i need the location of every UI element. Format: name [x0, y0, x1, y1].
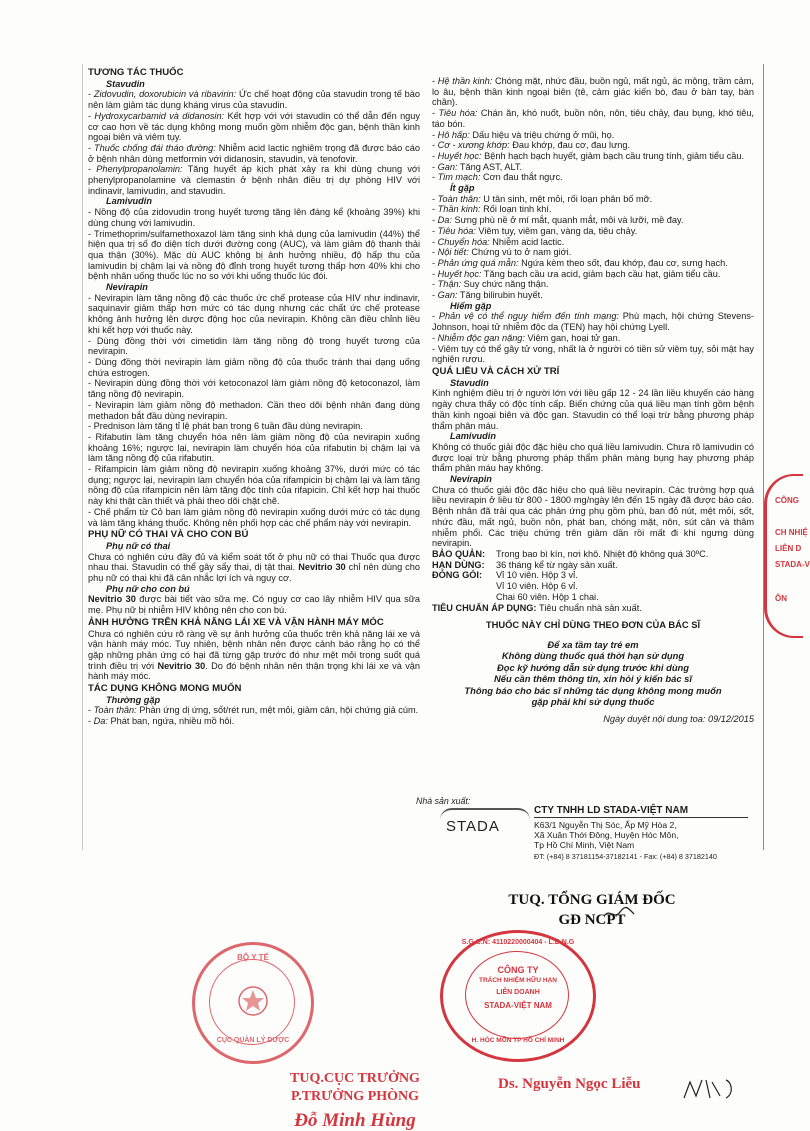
bullet-dash: -: [432, 129, 438, 140]
standard-label: TIÊU CHUẨN ÁP DỤNG:: [432, 603, 540, 614]
item-text: Tăng bạch cầu ưa acid, giảm bạch cầu hạt, giảm tiểu cầu.: [481, 268, 721, 279]
stamp-line: TRÁCH NHIỆM HỮU HẠN: [479, 977, 557, 984]
list-item: [432, 172, 754, 183]
packaging-value: Chai 60 viên. Hộp 1 chai.: [496, 591, 599, 602]
list-item: [432, 151, 754, 162]
shelf-life-label: HẠN DÙNG:: [432, 559, 485, 570]
bullet-dash: -: [88, 421, 94, 432]
item-label: Tim mạch:: [437, 172, 481, 183]
subheading-rare: Hiếm gặp: [450, 300, 492, 311]
list-item: [88, 357, 420, 378]
bullet-dash: -: [88, 431, 96, 442]
item-text: Viêm gan, hoại tử gan.: [524, 332, 621, 343]
pregnancy-text-2: chỉ nên dùng cho phụ nữ có thai khi đã cân nhắc lợi ích và nguy cơ.: [88, 562, 420, 584]
item-text: Nevirapin làm tăng nồng độ các thuốc ức chế protease của HIV như indinavir, saquinavir giảm thấp hơn mức có tác dụng nhưng các chất ức chế protease không ảnh hưởng lên dược động học của nevirapin. Không cần điều chỉnh liều khi kết hợp với thuốc này.: [88, 292, 420, 335]
item-text: Tăng huyết áp kịch phát xảy ra khi dùng chung với phenylpropanolamine và clemastin ở bệnh nhân điều trị dự phòng HIV với indinavir, lamivudin, and stavudin.: [88, 164, 420, 196]
overdose-lamivudin: Không có thuốc giải độc đặc hiệu cho quá liều lamivudin. Chưa rõ lamivudin có được loại trừ bằng phương pháp thẩm phân màng bụng hay phương pháp thẩm phân máu hay không.: [432, 441, 754, 474]
item-text: Phản ứng dị ứng, sốt/rét run, mệt mỏi, giảm cân, hội chứng giả cúm.: [136, 705, 419, 716]
section-title-adverse-effects: TÁC DỤNG KHÔNG MONG MUỐN: [88, 683, 242, 695]
list-item: [432, 108, 754, 129]
overdose-stavudin: Kinh nghiệm điều trị ở người lớn với liều gấp 12 - 24 lần liều khuyến cáo hàng ngày chưa thấy có độc tính cấp. Biến chứng của quá liều mạn tính gồm bệnh thần kinh ngoại biên và độc gan. Stavudin có thể loại trừ bằng phương pháp thẩm phân máu.: [432, 388, 754, 431]
item-label: Tiêu hóa:: [438, 108, 478, 119]
packaging-values: [496, 570, 599, 602]
stamp-line: LIÊN DOANH: [496, 989, 540, 996]
item-text: Chán ăn, khó nuốt, buồn nôn, nôn, tiêu chảy, đau bụng, khó tiêu, táo bón.: [432, 108, 754, 129]
item-text: Viêm tụy, viêm gan, vàng da, tiêu chảy.: [475, 225, 638, 236]
bullet-dash: -: [88, 464, 95, 475]
item-label: Phản ứng quá mẫn:: [437, 257, 519, 268]
stamp-bottom-text: H. HÓC MÔN TP HỒ CHÍ MINH: [471, 1037, 565, 1044]
warning-line: Đọc kỹ hướng dẫn sử dụng trước khi dùng: [496, 661, 690, 673]
approval-date: Ngày duyệt nội dung toa: 09/12/2015: [603, 713, 754, 724]
stada-logo: [446, 818, 500, 835]
subheading-common: Thường gặp: [106, 694, 161, 705]
bullet-dash: -: [432, 290, 438, 301]
edge-stamp-text: CH NHIỆ: [775, 528, 808, 537]
bullet-dash: -: [88, 292, 95, 303]
authority-name: Đỗ Minh Hùng: [294, 1110, 416, 1131]
item-text: Nồng độ của zidovudin trong huyết tương tăng lên đáng kể (khoảng 39%) khi dùng chung với lamivudin.: [88, 207, 420, 228]
bullet-dash: -: [88, 399, 96, 410]
item-text: Cơn đau thắt ngực.: [480, 172, 563, 183]
lamivudin-interaction-list: [88, 207, 420, 282]
item-label: Da:: [93, 716, 108, 727]
list-item: [432, 333, 754, 344]
stamp-line: STADA-VIỆT NAM: [484, 1001, 552, 1010]
list-item: [432, 279, 754, 290]
item-label: Cơ - xương khớp:: [437, 140, 510, 151]
list-item: [88, 507, 420, 528]
item-label: Huyết học:: [437, 150, 482, 161]
item-label: Zidovudin, doxorubicin và ribavirin:: [93, 89, 237, 100]
bullet-dash: -: [432, 236, 438, 247]
subheading-lamivudin: Lamivudin: [106, 196, 152, 207]
list-item: [432, 162, 754, 173]
nevirapin-interaction-list: [88, 293, 420, 528]
item-text: Nevirapin làm giảm nồng độ methadon. Cần theo dõi bệnh nhân đang dùng methadon bắt đầu dùng nevirapin.: [88, 399, 420, 421]
subheading-lamivudin: Lamivudin: [450, 431, 496, 442]
list-item: [88, 400, 420, 421]
stamp-ring-text: S.G.C.N: 4110220000404 - L.D.N.G: [461, 939, 575, 946]
address-line: Tp Hồ Chí Minh, Việt Nam: [534, 840, 635, 850]
warning-line: Không dùng thuốc quá thời hạn sử dụng: [501, 650, 685, 662]
item-text: Rối loạn tinh khí.: [480, 204, 552, 215]
item-text: Rifabutin làm tăng chuyển hóa nên làm giảm nồng độ của nevirapin xuống khoảng 16%; ngược lại, nevirapin làm chuyển hóa của rifabutin bị chậm lại và làm tăng nồng độ của rifabutin.: [88, 431, 420, 464]
standard-value: Tiêu chuẩn nhà sản xuất.: [539, 603, 642, 614]
stamp-bottom-text: CỤC QUẢN LÝ DƯỢC: [216, 1037, 290, 1044]
item-label: Da:: [437, 215, 452, 226]
item-text: Ngứa kèm theo sốt, đau khớp, đau cơ, sưng hạch.: [518, 257, 728, 268]
product-name: Nevitrio 30: [298, 562, 346, 573]
list-item: [432, 194, 754, 205]
item-label: Nhiễm độc gan nặng:: [437, 332, 525, 343]
list-item: [88, 464, 420, 507]
left-column: [88, 66, 420, 727]
company-name: CTY TNHH LD STADA-VIỆT NAM: [534, 806, 748, 818]
product-name: Nevitrio 30: [157, 660, 206, 671]
list-item: [88, 336, 420, 357]
list-item: [88, 716, 420, 727]
logo-swoosh: [440, 808, 530, 820]
common-effects-list-cont: [432, 76, 754, 183]
subheading-pregnant: Phụ nữ có thai: [106, 540, 171, 551]
bullet-dash: -: [432, 193, 438, 204]
bullet-dash: -: [432, 247, 438, 258]
item-text: Phù mạch, hội chứng Stevens-Johnson, hoại tử nhiễm độc da (TEN) hay hội chứng Lyell.: [432, 311, 754, 333]
bullet-dash: -: [432, 215, 438, 226]
bullet-dash: -: [432, 225, 438, 236]
section-title-interactions: TƯƠNG TÁC THUỐC: [88, 67, 184, 78]
rare-effects-list: [432, 311, 754, 365]
bullet-dash: -: [88, 164, 97, 175]
item-label: Thuốc chống đái tháo đường:: [94, 142, 216, 153]
bullet-dash: -: [432, 257, 438, 268]
item-label: Hệ thần kinh:: [437, 76, 493, 86]
uncommon-effects-list: [432, 194, 754, 301]
item-label: Phản vệ có thể nguy hiểm đến tính mạng:: [438, 311, 619, 322]
packaging-value: Vỉ 10 viên. Hộp 6 vỉ.: [496, 581, 578, 592]
prescription-notice: THUỐC NÀY CHỈ DÙNG THEO ĐƠN CỦA BÁC SĨ: [485, 619, 701, 631]
bullet-dash: -: [432, 150, 438, 161]
stamp-line: CÔNG TY: [497, 965, 539, 975]
list-item: [432, 140, 754, 151]
item-text: Sưng phù nề ở mí mắt, quanh mắt, môi và lưỡi, mề đay.: [451, 215, 684, 226]
deputy-title: TUQ. TỔNG GIÁM ĐỐC: [508, 892, 676, 908]
driving-text-end: . Do đó bệnh nhân nên thận trọng khi lái xe và vận hành máy móc.: [88, 660, 421, 682]
logo-text: STADA: [446, 818, 500, 835]
edge-stamp-text: LIÊN D: [775, 544, 802, 553]
driving-text: Chưa có nghiên cứu rõ ràng về sự ảnh hưởng của thuốc trên khả năng lái xe và vận hành máy móc. Tuy nhiên, bệnh nhân nên được cảnh báo rằng họ có thể gặp những phản ứng có hại đã từng gặp trước đó như mệt mỏi trong suốt quá trình điều trị với: [88, 628, 420, 671]
bullet-dash: -: [88, 356, 95, 367]
section-title-driving: ẢNH HƯỞNG TRÊN KHẢ NĂNG LÁI XE VÀ VẬN HÀNH MÁY MÓC: [88, 616, 384, 628]
item-label: Toàn thân:: [93, 705, 137, 716]
warning-line: gặp phải khi sử dụng thuốc: [531, 696, 655, 708]
item-text: Nhiễm acid lactic nghiêm trọng đã được báo cáo ở bệnh nhân dùng metformin với didanosin, stavudin, và tenofovir.: [88, 142, 420, 164]
item-text: Trimethoprim/sulfamethoxazol làm tăng sinh khả dụng của lamivudin (44%) thể hiện qua trị số đo diện tích dưới đường cong (AUC), và làm giảm độ thanh thải qua thận (30%). Mặc dù AUC không bị ảnh hưởng nhiều, độ hấp thu của lamivudin bị chậm lại và nồng độ đỉnh trong huyết tương thấp hơn 40% khi cho bệnh nhân uống thuốc lúc no so với khi uống thuốc lúc đói.: [88, 228, 420, 282]
subheading-nevirapin: Nevirapin: [106, 282, 148, 293]
warning-line: Nếu cần thêm thông tin, xin hỏi ý kiến bác sĩ: [494, 673, 692, 685]
item-label: Tiêu hóa:: [437, 225, 476, 236]
driving-paragraph: [88, 629, 420, 683]
stamp-top-text: BỘ Y TẾ: [237, 953, 269, 962]
bullet-dash: -: [432, 140, 438, 151]
bullet-dash: -: [88, 716, 94, 727]
bullet-dash: -: [88, 705, 94, 716]
item-label: Thần kinh:: [437, 204, 481, 215]
bullet-dash: -: [432, 172, 438, 183]
storage-row: [432, 549, 754, 560]
bullet-dash: -: [432, 311, 439, 322]
item-text: Nhiễm acid lactic.: [489, 236, 565, 247]
item-label: Toàn thân:: [437, 193, 481, 204]
list-item: [88, 421, 420, 432]
list-item: [88, 164, 420, 196]
list-item: [88, 143, 420, 164]
item-text: Ức chế hoạt động của stavudin trong tế bào nên làm giảm tác dụng kháng virus của stavudin.: [88, 89, 420, 111]
item-text: Đau khớp, đau cơ, đau lưng.: [509, 140, 630, 151]
section-title-pregnancy: PHỤ NỮ CÓ THAI VÀ CHO CON BÚ: [88, 529, 249, 541]
item-text: Rifampicin làm giảm nồng độ nevirapin xuống khoảng 37%, dưới mức có tác dụng; ngược lại, nevirapin làm chuyển hóa của rifampicin bị chậm lại và làm tăng nồng độ của rifampicin nên làm tăng độc tính của rifapicin. Chỉ kết hợp hai thuốc này khi thật cần thiết và phải theo dõi chặt chẽ.: [88, 464, 420, 507]
bullet-dash: -: [432, 76, 438, 86]
item-text: Dùng đồng thời với cimetidin làm tăng nồng độ trong huyết tương của nevirapin.: [88, 335, 420, 357]
item-label: Thận:: [437, 279, 462, 290]
breastfeeding-paragraph: [88, 594, 420, 615]
bullet-dash: -: [88, 506, 94, 517]
list-item: [432, 290, 754, 301]
company-info: [534, 806, 748, 862]
list-item: [432, 258, 754, 269]
bullet-dash: -: [432, 343, 438, 354]
handwritten-initials-icon: [602, 906, 636, 920]
overdose-nevirapin: Chưa có thuốc giải độc đặc hiệu cho quá liều nevirapin. Các trường hợp quá liều nevirapin ở liều từ 800 - 1800 mg/ngày lên đến 15 ngày đã được báo cáo. Bệnh nhân đã trải qua các phản ứng phụ gồm phù, ban đỏ nút, mệt mỏi, sốt, nhức đầu, mất ngủ, buồn nôn, phát ban, chóng mặt, nôn, sút cân và thâm nhiễm phổi. Các triệu chứng trên giảm dần rồi mất đi khi ngưng dùng nevirapin.: [432, 484, 754, 549]
contact-line: ĐT: (+84) 8 37181154-37182141 - Fax: (+84) 8 37182140: [534, 852, 717, 861]
bullet-dash: -: [88, 378, 95, 389]
item-text: Chế phẩm từ Cỏ ban làm giảm nồng độ nevirapin xuống dưới mức có tác dụng và làm tăng kháng thuốc. Không nên phối hợp các chế phẩm này với nevirapin.: [88, 506, 420, 528]
deputy-department: GĐ NCPT: [558, 912, 626, 928]
address-line: K63/1 Nguyễn Thị Sóc, Ấp Mỹ Hòa 2,: [534, 820, 677, 830]
item-label: Gan:: [437, 161, 458, 172]
shelf-life-value: 36 tháng kể từ ngày sản xuất.: [496, 559, 618, 570]
bullet-dash: -: [432, 332, 438, 343]
subheading-breastfeeding: Phụ nữ cho con bú: [106, 583, 190, 594]
packaging-value: Vỉ 10 viên. Hộp 3 vỉ.: [496, 570, 578, 581]
manufacturer-block: [416, 796, 746, 866]
warning-line: Để xa tầm tay trẻ em: [547, 638, 639, 650]
edge-stamp-text: STADA-V: [775, 560, 810, 569]
list-item: [88, 207, 420, 228]
authority-signature-block: [250, 1070, 460, 1130]
pregnancy-paragraph: [88, 552, 420, 584]
storage-label: BẢO QUẢN:: [432, 548, 486, 559]
section-title-overdose: QUÁ LIỀU VÀ CÁCH XỬ TRÍ: [432, 365, 560, 377]
list-item: [88, 89, 420, 110]
item-label: Hô hấp:: [437, 129, 470, 140]
breastfeeding-text: được bài tiết vào sữa mẹ. Có nguy cơ cao lây nhiễm HIV qua sữa mẹ. Phụ nữ bị nhiễm HIV không nên cho con bú.: [88, 594, 421, 616]
item-text: Viêm tụy có thể gây tử vong, nhất là ở người có tiền sử viêm tụy, sỏi mật hay nghiện rượu.: [432, 343, 754, 365]
item-text: U tân sinh, mệt mỏi, rối loạn phân bố mỡ.: [480, 193, 653, 204]
storage-value: Trong bao bì kín, nơi khô. Nhiệt độ không quá 30ºC.: [496, 548, 709, 559]
bullet-dash: -: [432, 108, 439, 119]
address-line: Xã Xuân Thới Đông, Huyện Hóc Môn,: [534, 830, 679, 840]
bullet-dash: -: [88, 335, 97, 346]
list-item: [432, 204, 754, 215]
list-item: [432, 247, 754, 258]
item-label: Nội tiết:: [437, 247, 469, 258]
authority-title: TUQ.CỤC TRƯỞNG: [290, 1071, 420, 1086]
common-effects-list: [88, 705, 420, 726]
list-item: [432, 269, 754, 280]
company-stamp: [440, 930, 596, 1062]
list-item: [432, 130, 754, 141]
list-item: [432, 237, 754, 248]
ministry-stamp: [192, 942, 314, 1064]
list-item: [432, 76, 754, 108]
edge-stamp-text: ÔN: [775, 594, 787, 603]
subheading-stavudin: Stavudin: [450, 377, 489, 388]
subheading-uncommon: Ít gặp: [450, 183, 475, 194]
bullet-dash: -: [432, 268, 438, 279]
list-item: [432, 226, 754, 237]
list-item: [88, 293, 420, 336]
subheading-nevirapin: Nevirapin: [450, 474, 492, 485]
item-text: Dùng đồng thời nevirapin làm giảm nồng độ của thuốc tránh thai dạng uống chứa estrogen.: [88, 356, 420, 378]
list-item: [88, 378, 420, 399]
bullet-dash: -: [88, 142, 95, 153]
item-text: Kết hợp với với stavudin có thể dẫn đến nguy cơ cao hơn về tác dụng không mong muốn gồm nhiễm độc gan, bệnh thần kinh ngoại biên và viêm tụy.: [88, 110, 420, 143]
edge-stamp-text: CÔNG: [775, 496, 799, 505]
bullet-dash: -: [88, 228, 94, 239]
list-item: [432, 344, 754, 365]
subheading-stavudin: Stavudin: [106, 78, 145, 89]
warnings-block: [432, 639, 754, 708]
list-item: [88, 432, 420, 464]
shelf-life-row: [432, 560, 754, 571]
bullet-dash: -: [432, 279, 438, 290]
item-label: Hydroxycarbamid và didanosin:: [94, 110, 225, 121]
emblem-icon: [233, 981, 273, 1021]
deputy-signature-block: [472, 890, 712, 930]
item-label: Gan:: [437, 290, 458, 301]
item-text: Chứng vú to ở nam giới.: [468, 247, 572, 258]
warning-line: Thông báo cho bác sĩ những tác dụng không mong muốn: [464, 684, 722, 696]
standard-row: [432, 603, 754, 614]
packaging-row: [432, 570, 754, 602]
list-item: [88, 229, 420, 283]
list-item: [432, 311, 754, 332]
list-item: [88, 111, 420, 143]
item-text: Bệnh hạch bạch huyết, giảm bạch cầu trung tính, giảm tiểu cầu.: [481, 150, 745, 161]
item-label: Huyết học:: [437, 268, 482, 279]
packaging-label: ĐÓNG GÓI:: [432, 570, 483, 581]
item-text: Prednison làm tăng tỉ lệ phát ban trong 6 tuần đầu dùng nevirapin.: [93, 421, 363, 432]
list-item: [432, 215, 754, 226]
item-text: Nevirapin dùng đồng thời với ketoconazol làm giảm nồng độ ketoconazol, làm tăng nồng độ nevirapin.: [88, 378, 420, 400]
list-item: [88, 705, 420, 716]
item-text: Dấu hiệu và triệu chứng ở mũi, họ.: [469, 129, 615, 140]
item-text: Tăng AST, ALT.: [457, 161, 523, 172]
item-text: Suy chức năng thận.: [461, 279, 549, 290]
signer-name: Ds. Nguyễn Ngọc Liễu: [498, 1076, 641, 1092]
item-text: Tăng bilirubin huyết.: [457, 290, 543, 301]
bullet-dash: -: [432, 161, 438, 172]
bullet-dash: -: [88, 110, 95, 121]
authority-subtitle: P.TRƯỞNG PHÒNG: [290, 1089, 420, 1104]
right-column: [432, 76, 754, 725]
bullet-dash: -: [88, 207, 95, 218]
item-text: Phát ban, ngứa, nhiều mồ hôi.: [107, 716, 235, 727]
page-edge-stamp: [764, 474, 810, 638]
pregnancy-text: Chưa có nghiên cứu đầy đủ và kiểm soát tốt ở phụ nữ có thai Thuốc qua được nhau thai. Stavudin có thể gây sẩy thai, dị tật thai.: [88, 551, 420, 573]
handwritten-initials-icon: [680, 1074, 740, 1104]
bullet-dash: -: [88, 89, 94, 100]
item-text: Chóng mặt, nhức đầu, buồn ngủ, mất ngủ, ác mộng, trầm cảm, lo âu, bệnh thần kinh ngoại biên (tê, cảm giác kiến bò, đau ở bàn tay, bàn chân).: [432, 76, 754, 108]
bullet-dash: -: [432, 204, 438, 215]
manufacturer-label: Nhà sản xuất:: [416, 796, 471, 806]
stavudin-interaction-list: [88, 89, 420, 196]
product-name: Nevitrio 30: [88, 594, 136, 605]
item-label: Chuyển hóa:: [437, 236, 490, 247]
item-label: Phenylpropanolamin:: [96, 164, 183, 175]
